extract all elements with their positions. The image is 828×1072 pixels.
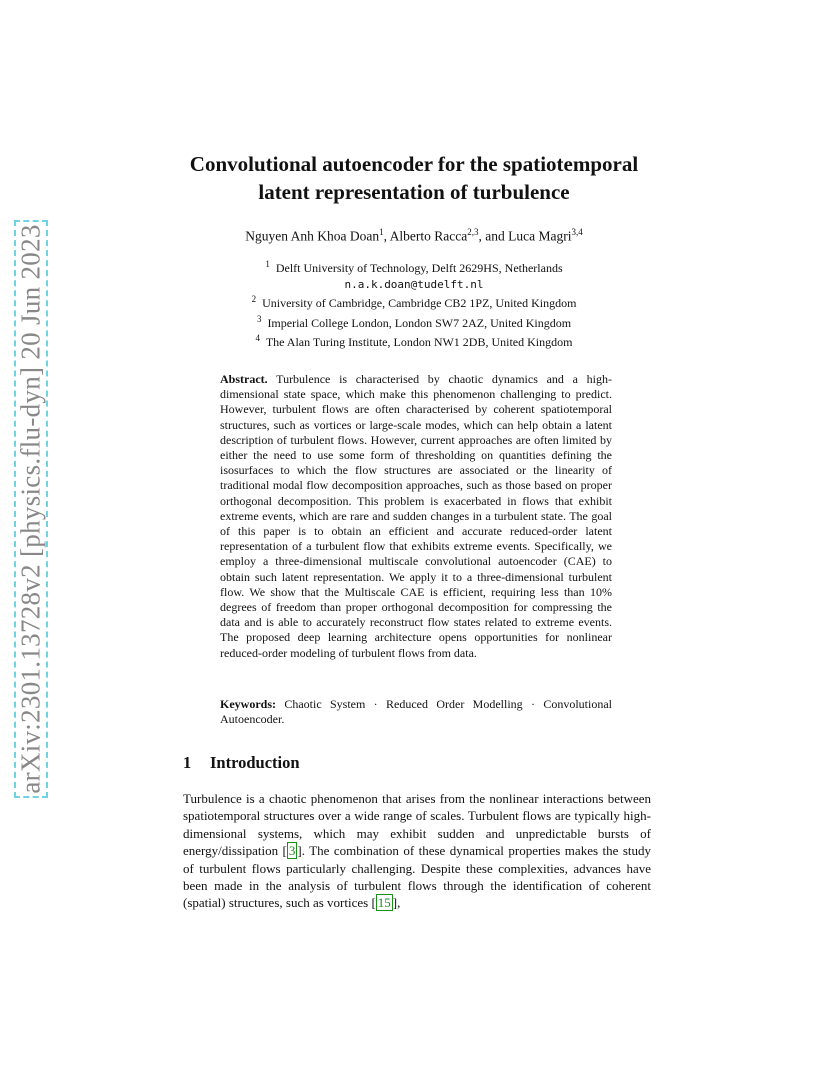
paper-title [120,150,708,206]
arxiv-identifier-stamp [14,220,48,798]
title-line-1: Convolutional autoencoder for the spatiotemporal [189,152,639,176]
affiliation-item: $^1$ Delft University of Technology, Delft 2629HS, Netherlands [265,259,563,275]
section-number: 1 [183,753,192,772]
section-heading [183,753,300,773]
section-title: Introduction [210,753,300,772]
author-affil-mark: 2,3 [467,227,479,237]
keywords-label: Keywords: [220,697,276,711]
author-name: Alberto Racca [389,228,468,244]
affiliation-item: $^4$ The Alan Turing Institute, London NW1 2DB, United Kingdom [255,333,573,349]
author-affil-mark: 3,4 [571,227,583,237]
abstract-body: Turbulence is characterised by chaotic dynamics and a high-dimensional state space, which make this phenomenon challenging to predict. However, turbulent flows are often characterised by coherent spatiotemporal structures, such as vortices or large-scale modes, which can help obtain a latent description of turbulent flows. However, current approaches are often limited by either the need to use some form of thresholding on quantities defining the isosurfaces to which the flow structures are associated or the linearity of traditional modal flow decomposition approaches, such as those based on proper orthogonal decomposition. This problem is exacerbated in flows that exhibit extreme events, which are rare and sudden changes in a turbulent state. The goal of this paper is to obtain an efficient and accurate reduced-order latent representation of a turbulent flow that exhibits extreme events. Specifically, we employ a three-dimensional multiscale convolutional autoencoder (CAE) to obtain such latent representation. We apply it to a three-dimensional turbulent flow. We show that the Multiscale CAE is efficient, requiring less than 10% degrees of freedom than proper orthogonal decomposition for compressing the data and is able to accurately reconstruct flow states related to extreme events. The proposed deep learning architecture opens opportunities for nonlinear reduced-order modeling of turbulent flows from data. [220,372,612,660]
affiliation-item: $^3$ Imperial College London, London SW7 2AZ, United Kingdom [256,313,572,330]
author-name: Luca Magri [508,228,572,244]
introduction-paragraph: Turbulence is a chaotic phenomenon that arises from the nonlinear interactions between spatiotemporal structures over a wide range of scales. Turbulent flows are typically high-dimensional systems, which may exhibit sudden and unpredictable bursts of energy/dissipation [ 3 ]. The combination of these dynamical properties makes the study of turbulent flows particularly challenging. Despite these complexities, advances have been made in the analysis of turbulent flows through the identification of coherent (spatial) structures, such as vortices [ 15 ], [183,791,651,911]
keywords-body: Chaotic System · Reduced Order Modelling · Convolutional Autoencoder. [220,697,612,727]
citation-link[interactable]: 3 [288,843,296,859]
title-line-2: latent representation of turbulence [258,180,570,204]
citation-link[interactable]: 15 [377,895,391,911]
affiliation-item: $^2$ University of Cambridge, Cambridge CB2 1PZ, United Kingdom [251,294,577,310]
author-name: Nguyen Anh Khoa Doan [245,228,380,244]
corresponding-email[interactable]: n.a.k.doan@tudelft.nl [344,277,484,291]
abstract-label: Abstract. [220,372,268,386]
keywords [220,697,612,727]
affiliation-list [120,257,708,351]
author-affil-mark: 1 [379,227,384,237]
abstract [220,372,612,661]
author-list: Nguyen Anh Khoa Doan$^1$, Alberto Racca$^{2,3}$, and Luca Magri$^{3,4}$ [245,227,583,244]
arxiv-identifier: arXiv:2301.13728v2 [physics.flu-dyn] 20 Jun 2023 [15,224,46,794]
